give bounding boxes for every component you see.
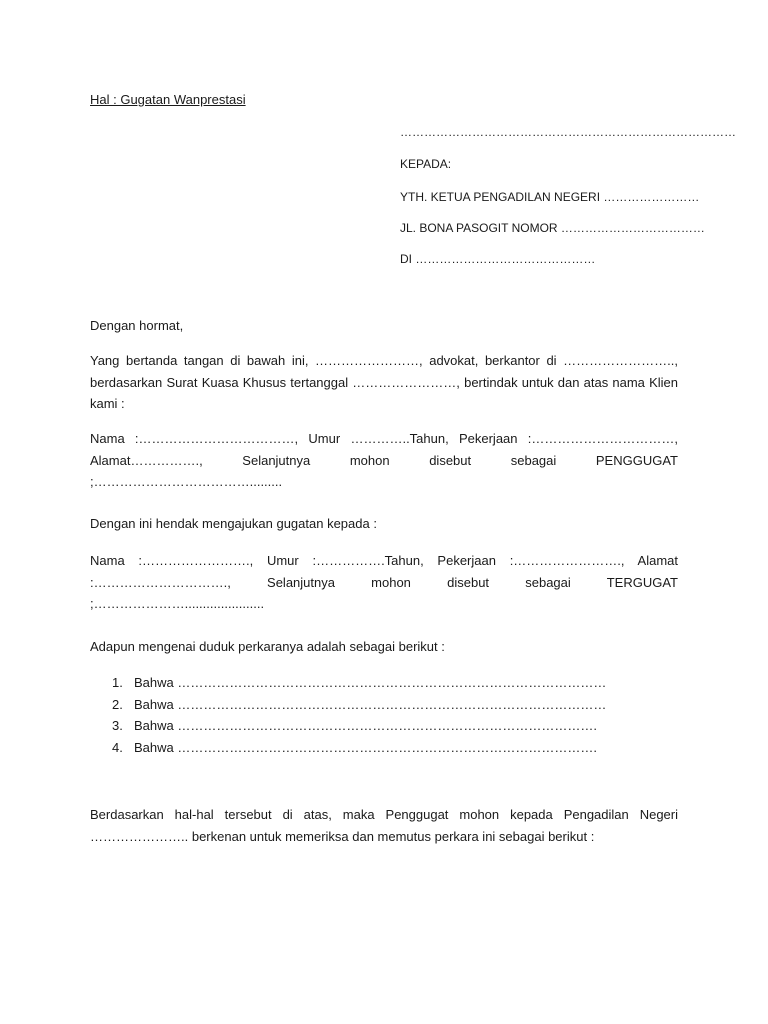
recipient-kepada: KEPADA:	[400, 157, 452, 171]
defendant-line-1: Nama :……………………., Umur :…………….Tahun, Pekerjaan :……………………., Alamat	[90, 553, 678, 568]
conclusion-line-1: Berdasarkan hal-hal tersebut di atas, maka Penggugat mohon kepada Pengadilan Negeri	[90, 807, 678, 822]
facts-list	[112, 672, 606, 758]
recipient-city: DI ………………………………………	[400, 252, 596, 266]
date-line: …………………………………………………………………………	[400, 125, 736, 139]
list-item: 2. Bahwa ………………………………………………………………………………………	[112, 696, 607, 712]
facts-intro: Adapun mengenai duduk perkaranya adalah sebagai berikut :	[90, 639, 445, 654]
recipient-street: JL. BONA PASOGIT NOMOR ………………………………	[400, 221, 705, 235]
recipient-court: YTH. KETUA PENGADILAN NEGERI ……………………	[400, 190, 700, 204]
plaintiff-line-2: Alamat……………., Selanjutnya mohon disebut sebagai PENGGUGAT ;……………………………….........	[90, 453, 678, 489]
conclusion-line-2: ………………….. berkenan untuk memeriksa dan memutus perkara ini sebagai berikut :	[90, 829, 595, 844]
lawsuit-intro: Dengan ini hendak mengajukan gugatan kepada :	[90, 516, 377, 531]
greeting: Dengan hormat,	[90, 318, 184, 333]
intro-line-1: Yang bertanda tangan di bawah ini, ……………………, advokat, berkantor di ……………………..,	[90, 353, 678, 368]
defendant-line-2: :…………………………., Selanjutnya mohon disebut sebagai TERGUGAT ;…………………......................	[90, 575, 678, 611]
subject-heading: Hal : Gugatan Wanprestasi	[90, 92, 246, 107]
list-item: 4. Bahwa …………………………………………………………………………………….	[112, 739, 597, 755]
plaintiff-line-1: Nama :………………………………, Umur …………..Tahun, Pekerjaan :……………………………,	[90, 431, 678, 446]
list-item: 3. Bahwa …………………………………………………………………………………….	[112, 718, 597, 733]
intro-line-rest: berdasarkan Surat Kuasa Khusus tertanggal ……………………, bertindak untuk dan atas nama Klien kami :	[90, 375, 678, 411]
list-item: 1. Bahwa ………………………………………………………………………………………	[112, 675, 607, 690]
